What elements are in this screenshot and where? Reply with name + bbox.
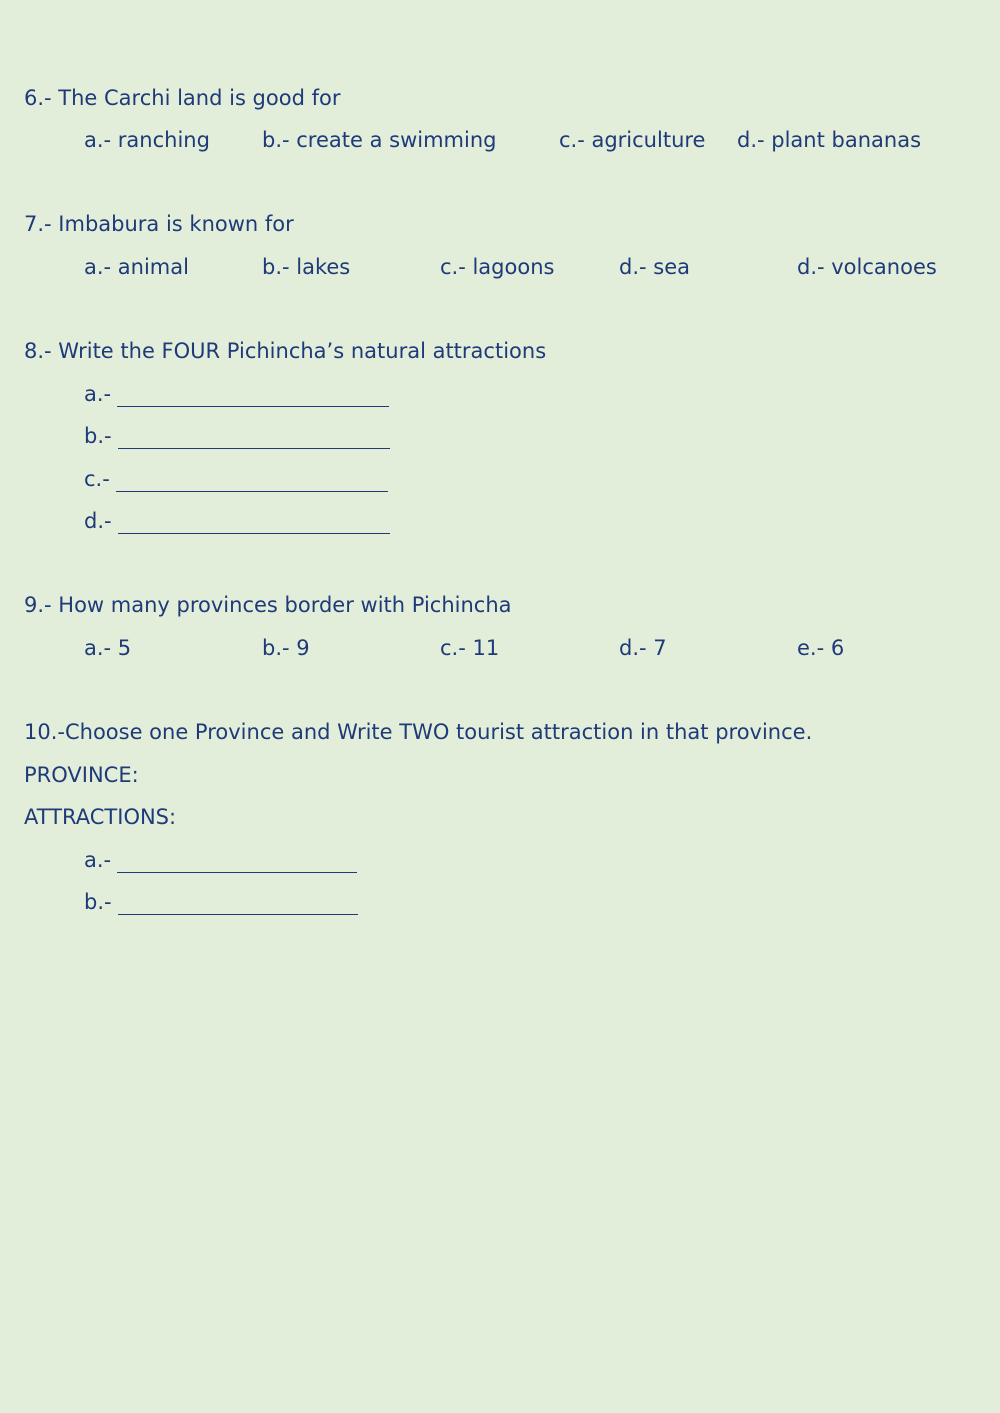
q8-answer-d-label: d.- bbox=[84, 509, 112, 533]
q10-answer-a-label: a.- bbox=[84, 848, 112, 872]
q9-option-e[interactable]: e.- 6 bbox=[797, 636, 845, 660]
q9-option-c[interactable]: c.- 11 bbox=[440, 636, 500, 660]
question-9: 9.- How many provinces border with Pichincha bbox=[24, 593, 512, 617]
q10-answer-a-blank[interactable] bbox=[117, 850, 357, 873]
q8-answer-d-blank[interactable] bbox=[118, 511, 390, 534]
q8-answer-a-label: a.- bbox=[84, 382, 112, 406]
q10-answer-a bbox=[84, 847, 357, 873]
q7-option-c[interactable]: c.- lagoons bbox=[440, 255, 555, 279]
q10-answer-b bbox=[84, 889, 358, 915]
q10-answer-b-blank[interactable] bbox=[118, 892, 358, 915]
q8-answer-d bbox=[84, 508, 390, 534]
q8-answer-b bbox=[84, 423, 390, 449]
attractions-label: ATTRACTIONS: bbox=[24, 805, 177, 829]
q9-option-b[interactable]: b.- 9 bbox=[262, 636, 310, 660]
q8-answer-a bbox=[84, 381, 389, 407]
question-6: 6.- The Carchi land is good for bbox=[24, 86, 341, 110]
q7-option-d[interactable]: d.- sea bbox=[619, 255, 690, 279]
question-7: 7.- Imbabura is known for bbox=[24, 212, 294, 236]
question-8: 8.- Write the FOUR Pichincha’s natural attractions bbox=[24, 339, 547, 363]
q6-option-d[interactable]: d.- plant bananas bbox=[737, 128, 922, 152]
q6-option-c[interactable]: c.- agriculture bbox=[559, 128, 706, 152]
q8-answer-c bbox=[84, 466, 388, 492]
q7-option-a[interactable]: a.- animal bbox=[84, 255, 189, 279]
province-label: PROVINCE: bbox=[24, 763, 139, 787]
q8-answer-c-blank[interactable] bbox=[116, 469, 388, 492]
q6-option-a[interactable]: a.- ranching bbox=[84, 128, 210, 152]
q7-option-b[interactable]: b.- lakes bbox=[262, 255, 351, 279]
q10-answer-b-label: b.- bbox=[84, 890, 112, 914]
q8-answer-a-blank[interactable] bbox=[117, 384, 389, 407]
question-10: 10.-Choose one Province and Write TWO tourist attraction in that province. bbox=[24, 720, 813, 744]
q6-option-b[interactable]: b.- create a swimming bbox=[262, 128, 497, 152]
q7-option-d2[interactable]: d.- volcanoes bbox=[797, 255, 937, 279]
q9-option-a[interactable]: a.- 5 bbox=[84, 636, 132, 660]
q8-answer-c-label: c.- bbox=[84, 467, 110, 491]
q8-answer-b-label: b.- bbox=[84, 424, 112, 448]
q8-answer-b-blank[interactable] bbox=[118, 426, 390, 449]
q9-option-d[interactable]: d.- 7 bbox=[619, 636, 667, 660]
